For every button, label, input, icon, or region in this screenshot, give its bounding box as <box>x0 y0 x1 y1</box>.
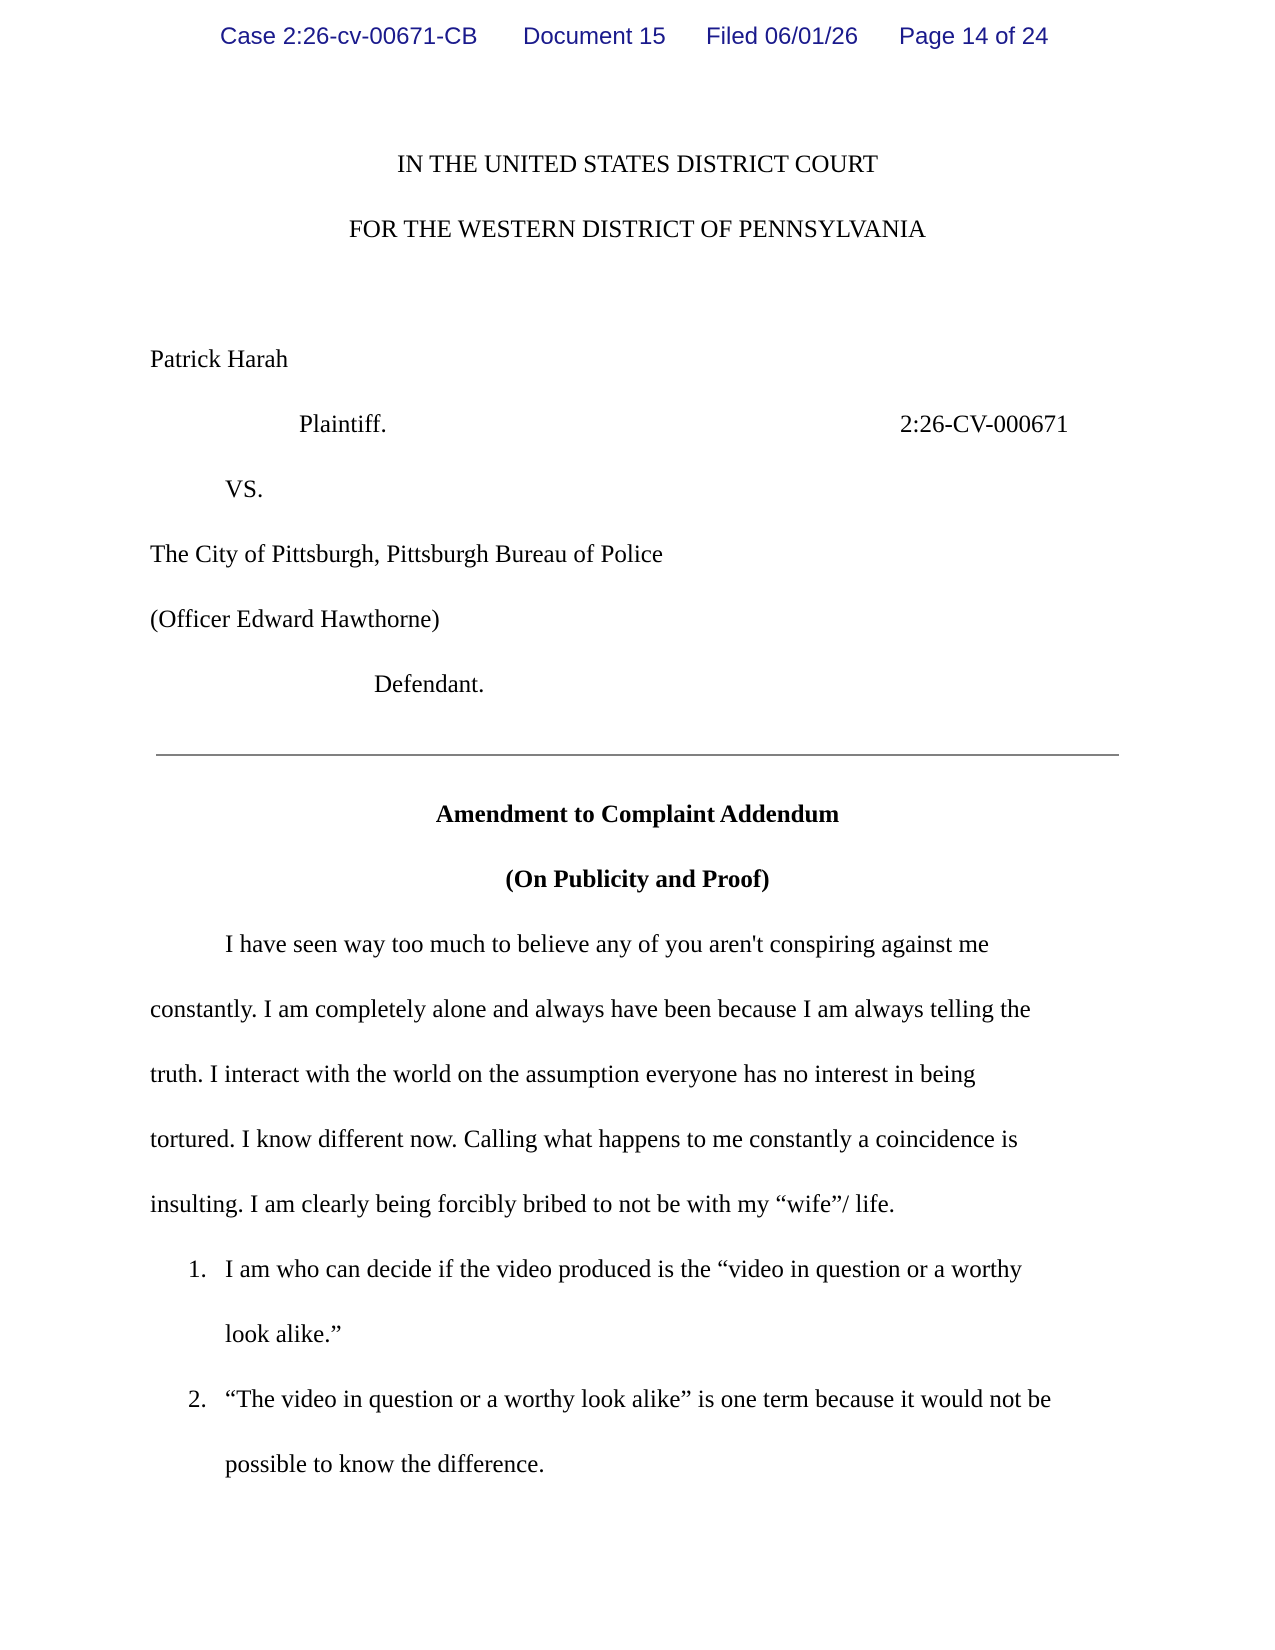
body-line: insulting. I am clearly being forcibly bribed to not be with my “wife”/ life. <box>150 1191 895 1218</box>
list-item-number: 1. <box>188 1256 207 1283</box>
case-number-stamp: Case 2:26-cv-00671-CB <box>220 23 478 50</box>
plaintiff-label: Plaintiff. <box>299 411 387 438</box>
list-item-line: “The video in question or a worthy look alike” is one term because it would not be <box>225 1386 1052 1413</box>
list-item-line: I am who can decide if the video produced is the “video in question or a worthy <box>225 1256 1022 1283</box>
list-item-line: possible to know the difference. <box>225 1451 545 1478</box>
list-item-line: look alike.” <box>225 1321 342 1348</box>
court-district: FOR THE WESTERN DISTRICT OF PENNSYLVANIA <box>348 216 927 243</box>
body-line: constantly. I am completely alone and always have been because I am always telling the <box>150 996 1031 1023</box>
body-line: truth. I interact with the world on the assumption everyone has no interest in being <box>150 1061 976 1088</box>
defendant-officer: (Officer Edward Hawthorne) <box>150 606 440 633</box>
list-item-number: 2. <box>188 1386 207 1413</box>
plaintiff-name: Patrick Harah <box>150 346 289 373</box>
page-number-stamp: Page 14 of 24 <box>899 23 1049 50</box>
document-number-stamp: Document 15 <box>523 23 666 50</box>
document-subtitle: (On Publicity and Proof) <box>505 866 770 893</box>
filed-date-stamp: Filed 06/01/26 <box>706 23 859 50</box>
case-number: 2:26-CV-000671 <box>900 411 1069 438</box>
document-title: Amendment to Complaint Addendum <box>435 801 840 828</box>
court-name: IN THE UNITED STATES DISTRICT COURT <box>397 151 878 178</box>
body-line: tortured. I know different now. Calling what happens to me constantly a coincidence is <box>150 1126 1018 1153</box>
versus-label: VS. <box>225 476 264 503</box>
body-line: I have seen way too much to believe any of you aren't conspiring against me <box>225 931 989 958</box>
defendant-label: Defendant. <box>374 671 485 698</box>
caption-divider <box>156 754 1119 756</box>
defendant-name: The City of Pittsburgh, Pittsburgh Bureau of Police <box>150 541 663 568</box>
